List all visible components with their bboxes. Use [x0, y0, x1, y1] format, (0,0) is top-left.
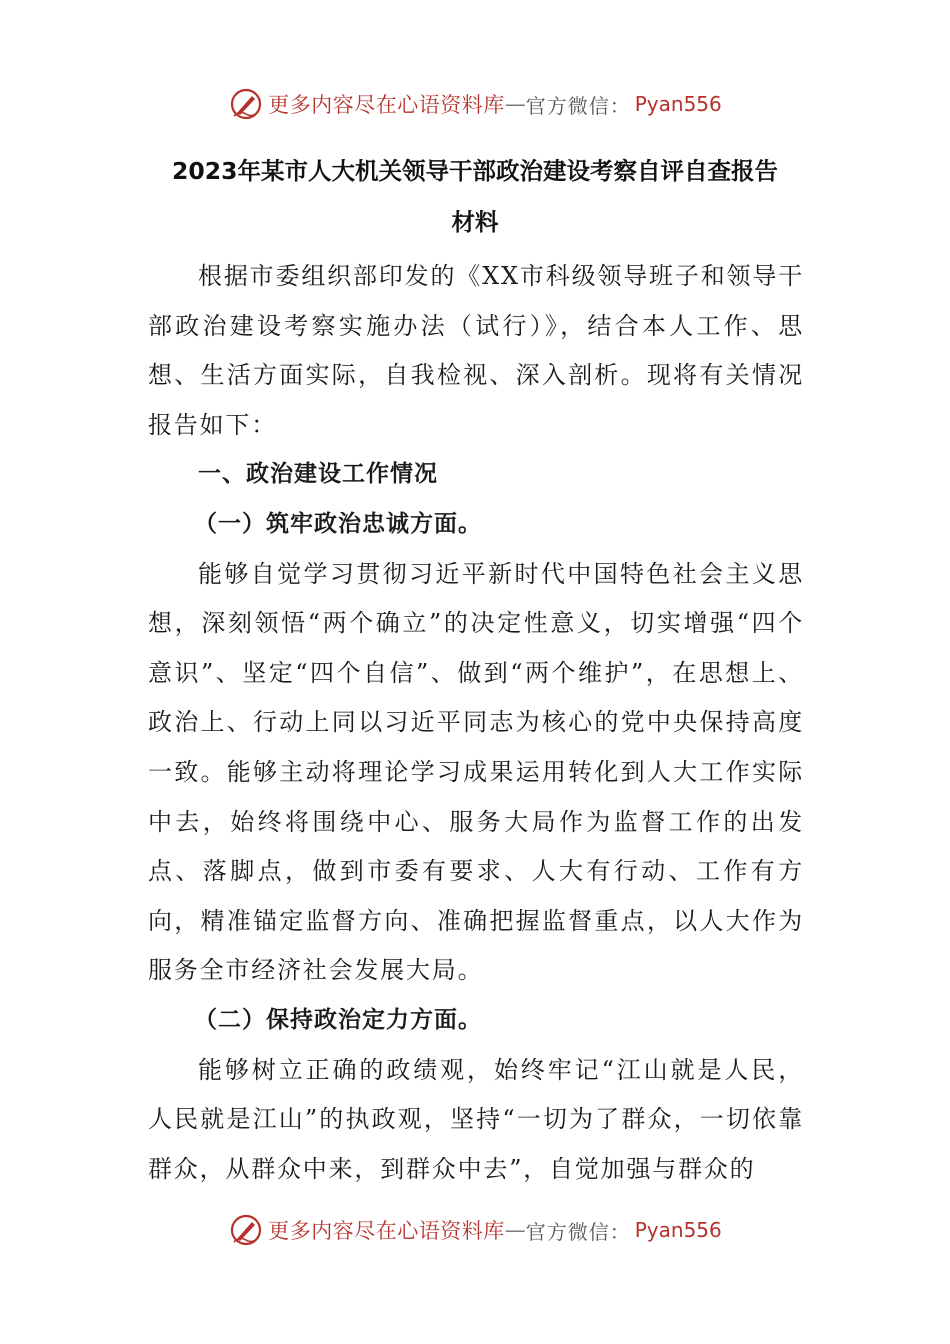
- document-title-line1: 2023年某市人大机关领导干部政治建设考察自评自查报告: [172, 157, 778, 185]
- subsection-1-paragraph: 能够自觉学习贯彻习近平新时代中国特色社会主义思想，深刻领悟“两个确立”的决定性意义，切实增强“四个意识”、坚定“四个自信”、做到“两个维护”，在思想上、政治上、行动上同以习近平同志为核心的党中央保持高度一致。能够主动将理论学习成果运用转化到人大工作实际中去，始终将围绕中心、服务大局作为监督工作的出发点、落脚点，做到市委有要求、人大有行动、工作有方向，精准锚定监督方向、准确把握监督重点，以人大作为服务全市经济社会发展大局。: [148, 559, 804, 985]
- section-heading-1: 一、政治建设工作情况: [198, 461, 438, 488]
- footer-watermark: [0, 1210, 950, 1250]
- watermark-wechat-id: Pyan556: [634, 92, 722, 116]
- pen-logo-icon: [228, 86, 264, 122]
- subsection-2-paragraph: 能够树立正确的政绩观，始终牢记“江山就是人民，人民就是江山”的执政观，坚持“一切为了群众，一切依靠群众，从群众中来，到群众中去”，自觉加强与群众的: [148, 1055, 804, 1183]
- watermark-brand: 更多内容尽在心语资料库: [268, 93, 505, 117]
- watermark-separator: —: [504, 92, 526, 116]
- intro-paragraph: 根据市委组织部印发的《XX市科级领导班子和领导干部政治建设考察实施办法（试行）》，结合本人工作、思想、生活方面实际，自我检视、深入剖析。现将有关情况报告如下：: [148, 262, 804, 439]
- pen-logo-icon: [228, 1212, 264, 1248]
- document-body: [148, 252, 804, 1194]
- subsection-heading-1: （一）筑牢政治忠诚方面。: [194, 510, 482, 537]
- watermark-separator: —: [504, 1218, 526, 1242]
- subsection-heading-2: （二）保持政治定力方面。: [194, 1006, 482, 1033]
- watermark-wechat-id: Pyan556: [634, 1218, 722, 1242]
- header-watermark: [0, 84, 950, 124]
- watermark-label: 官方微信：: [525, 1219, 631, 1244]
- document-title-line2: 材料: [451, 208, 499, 236]
- watermark-brand: 更多内容尽在心语资料库: [268, 1219, 505, 1243]
- watermark-label: 官方微信：: [525, 93, 631, 118]
